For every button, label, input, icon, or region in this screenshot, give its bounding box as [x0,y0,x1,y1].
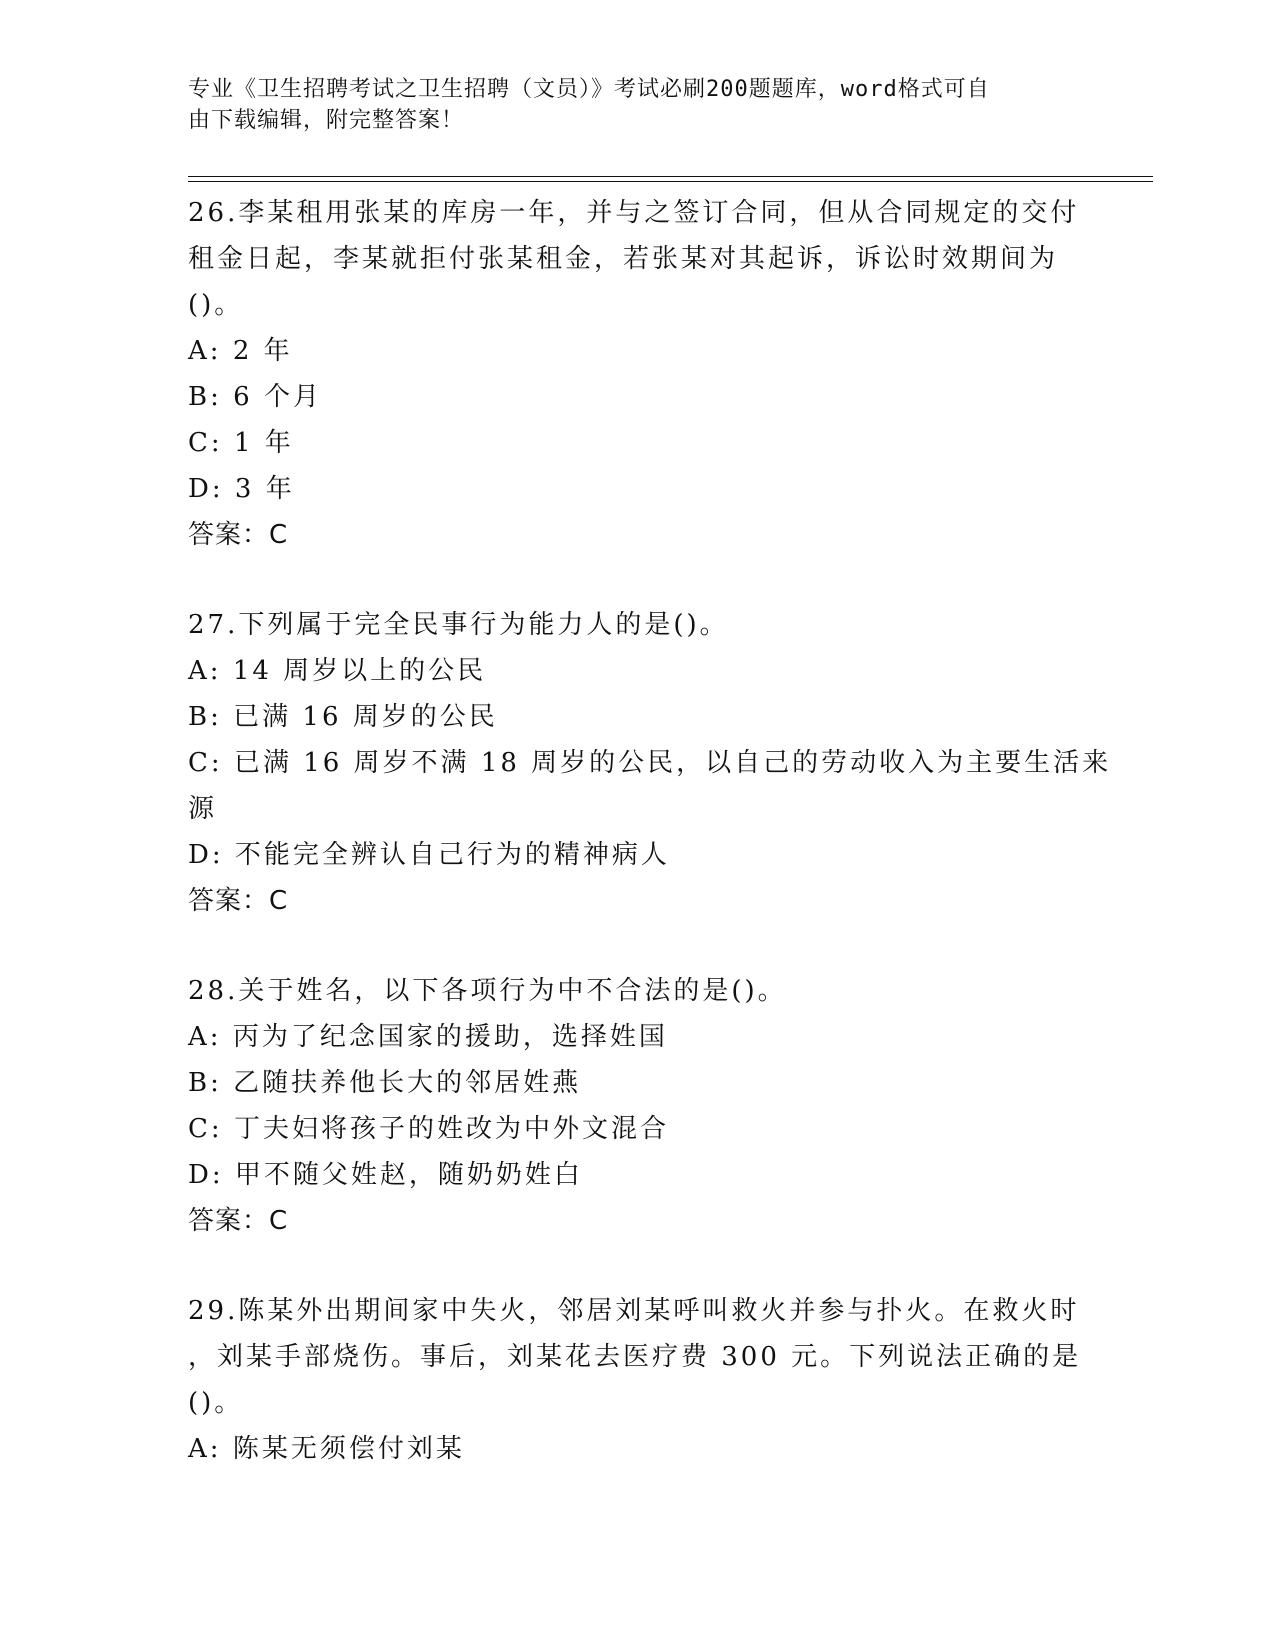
option-text: 不能完全辨认自己行为的精神病人 [234,840,670,870]
option-key: A [188,1434,210,1464]
option-separator: : [210,428,234,458]
question-stem-line: 租金日起，李某就拒付张某租金，若张某对其起诉，诉讼时效期间为 [188,244,1059,274]
option-key: D [188,474,212,504]
option-separator: : [209,336,233,366]
option-b [188,694,1088,740]
option-separator: : [210,382,234,412]
question-29 [188,1288,1088,1472]
option-separator: : [210,702,234,732]
option-text: 丁夫妇将孩子的姓改为中外文混合 [233,1114,669,1144]
question-stem-line: 28.关于姓名，以下各项行为中不合法的是()。 [188,976,787,1006]
option-d [188,1152,1088,1198]
question-spacer [188,1244,1088,1288]
option-text: 14 周岁以上的公民 [232,656,487,686]
question-26 [188,190,1088,558]
option-key: D [188,840,212,870]
option-text: 陈某无须偿付刘某 [232,1434,465,1464]
option-text: 2 年 [232,336,293,366]
option-key: A [188,656,210,686]
question-list [188,190,1112,1472]
option-separator: : [211,840,235,870]
option-text: 1 年 [233,428,294,458]
question-spacer [188,924,1088,968]
question-27 [188,602,1112,924]
option-a [188,648,1088,694]
option-text: 源 [188,794,218,824]
header-divider-top [188,176,1153,177]
option-a [188,1014,1088,1060]
option-d [188,466,1088,512]
option-text: 乙随扶养他长大的邻居姓燕 [233,1068,582,1098]
question-spacer [188,558,1088,602]
option-d [188,832,1088,878]
option-c [188,740,1112,786]
question-28 [188,968,1088,1244]
question-stem-line: 27.下列属于完全民事行为能力人的是()。 [188,610,729,640]
option-key: D [188,1160,212,1190]
question-stem-line: 26.李某租用张某的库房一年，并与之签订合同，但从合同规定的交付 [188,198,1080,228]
question-stem-line: 29.陈某外出期间家中失火，邻居刘某呼叫救火并参与扑火。在救火时 [188,1296,1080,1326]
option-separator: : [210,1068,234,1098]
option-b [188,1060,1088,1106]
option-separator: : [209,1022,233,1052]
document-header [188,74,1068,136]
option-separator: : [209,1434,233,1464]
option-text: 已满 16 周岁不满 18 周岁的公民，以自己的劳动收入为主要生活来 [233,748,1112,778]
option-separator: : [209,656,233,686]
option-text: 6 个月 [233,382,322,412]
option-key: B [188,382,211,412]
header-line-1: 专业《卫生招聘考试之卫生招聘（文员）》考试必刷200题题库，word格式可自 [188,77,990,102]
option-a [188,328,1088,374]
option-b [188,374,1088,420]
question-stem-line: ()。 [188,290,244,320]
option-key: C [188,1114,211,1144]
option-key: A [188,1022,210,1052]
header-divider-bottom [188,181,1153,182]
answer-line: 答案：C [188,520,289,550]
header-line-2: 由下载编辑，附完整答案！ [188,108,465,133]
option-text: 已满 16 周岁的公民 [233,702,498,732]
option-text: 甲不随父姓赵，随奶奶姓白 [234,1160,583,1190]
option-key: B [188,1068,211,1098]
option-text: 丙为了纪念国家的援助，选择姓国 [232,1022,668,1052]
option-separator: : [211,474,235,504]
option-separator: : [210,1114,234,1144]
question-stem-line: ()。 [188,1388,244,1418]
option-separator: : [210,748,234,778]
option-c [188,420,1088,466]
option-c-continuation [188,786,1088,832]
answer-line: 答案：C [188,1206,289,1236]
option-key: C [188,428,211,458]
option-key: B [188,702,211,732]
option-text: 3 年 [234,474,295,504]
option-separator: : [211,1160,235,1190]
answer-line: 答案：C [188,886,289,916]
option-a [188,1426,1088,1472]
option-key: C [188,748,211,778]
option-key: A [188,336,210,366]
question-stem-line: ，刘某手部烧伤。事后，刘某花去医疗费 300 元。下列说法正确的是 [188,1342,1082,1372]
option-c [188,1106,1088,1152]
